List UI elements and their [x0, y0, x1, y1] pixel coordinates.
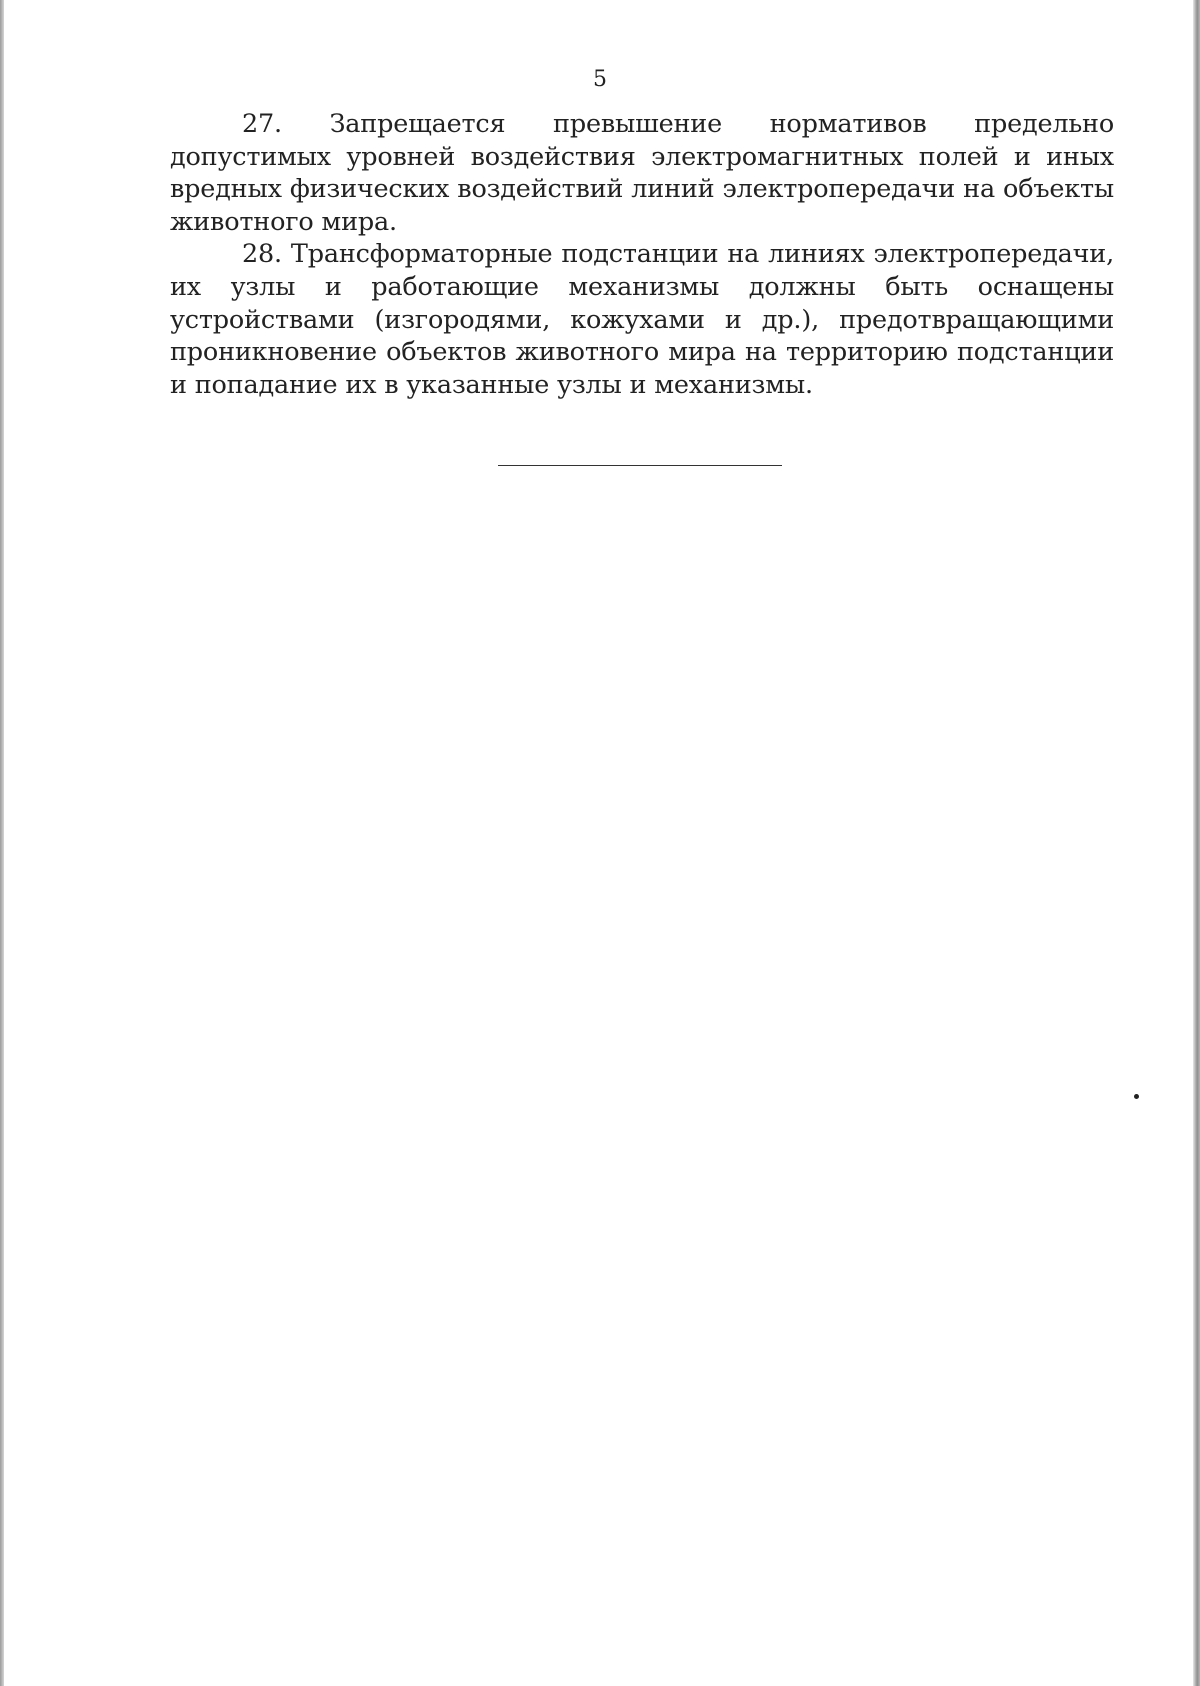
- paragraph-27: 27. Запрещается превышение нормативов предельно допустимых уровней воздействия электромагнитных полей и иных вредных физических воздействий линий электропередачи на объекты животного мира.: [170, 109, 1114, 237]
- scan-edge-right: [1193, 0, 1200, 1686]
- closing-divider: [498, 465, 782, 466]
- scan-edge-left: [0, 0, 4, 1686]
- page-number: 5: [593, 67, 607, 92]
- paragraph-28: 28. Трансформаторные подстанции на линиях электропередачи, их узлы и работающие механизмы должны быть оснащены устройствами (изгородями, кожухами и др.), предотвращающими проникновение объектов животного мира на территорию подстанции и попадание их в указанные узлы и механизмы.: [170, 239, 1114, 400]
- document-body: [170, 108, 1114, 401]
- scan-speck: [1134, 1094, 1139, 1099]
